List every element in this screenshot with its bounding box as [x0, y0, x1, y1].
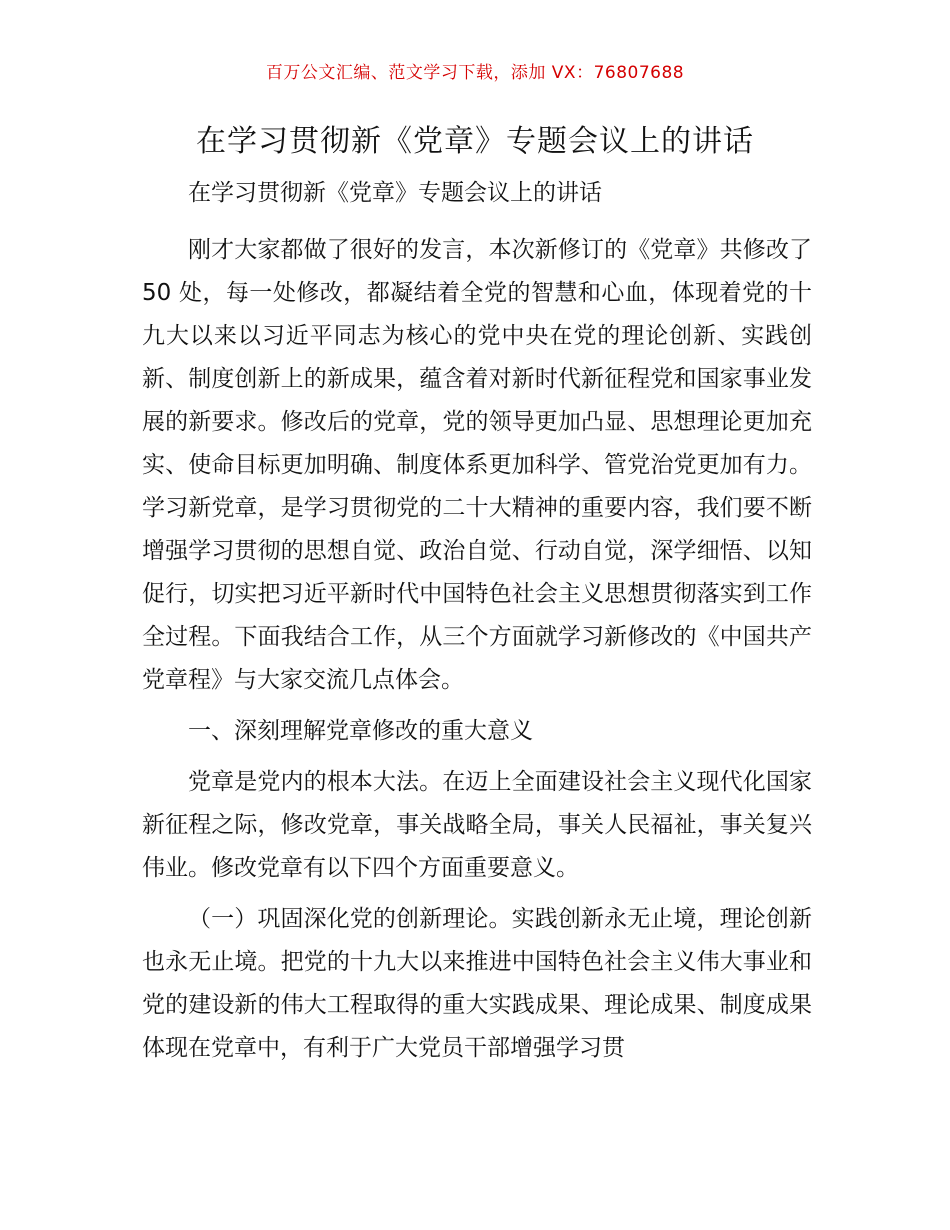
watermark-banner: 百万公文汇编、范文学习下载，添加 VX：76807688: [265, 63, 685, 83]
section-heading-1: 一、深刻理解党章修改的重大意义: [188, 718, 533, 744]
paragraph-section-1: 党章是党内的根本大法。在迈上全面建设社会主义现代化国家新征程之际，修改党章，事关战略全局，事关人民福祉，事关复兴伟业。修改党章有以下四个方面重要意义。: [142, 769, 812, 881]
document-body: [142, 172, 812, 1078]
paragraph-intro: 刚才大家都做了很好的发言，本次新修订的《党章》共修改了 50 处，每一处修改，都凝结着全党的智慧和心血，体现着党的十九大以来以习近平同志为核心的党中央在党的理论创新、实践创新、制度创新上的新成果，蕴含着对新时代新征程党和国家事业发展的新要求。修改后的党章，党的领导更加凸显、思想理论更加充实、使命目标更加明确、制度体系更加科学、管党治党更加有力。学习新党章，是学习贯彻党的二十大精神的重要内容，我们要不断增强学习贯彻的思想自觉、政治自觉、行动自觉，深学细悟、以知促行，切实把习近平新时代中国特色社会主义思想贯彻落实到工作全过程。下面我结合工作，从三个方面就学习新修改的《中国共产党章程》与大家交流几点体会。: [142, 237, 812, 693]
document-title: 在学习贯彻新《党章》专题会议上的讲话: [196, 124, 754, 159]
paragraph-subsection-1: （一）巩固深化党的创新理论。实践创新永无止境，理论创新也永无止境。把党的十九大以来推进中国特色社会主义伟大事业和党的建设新的伟大工程取得的重大实践成果、理论成果、制度成果体现在党章中，有利于广大党员干部增强学习贯: [142, 906, 812, 1061]
document-subtitle: 在学习贯彻新《党章》专题会议上的讲话: [188, 180, 602, 206]
